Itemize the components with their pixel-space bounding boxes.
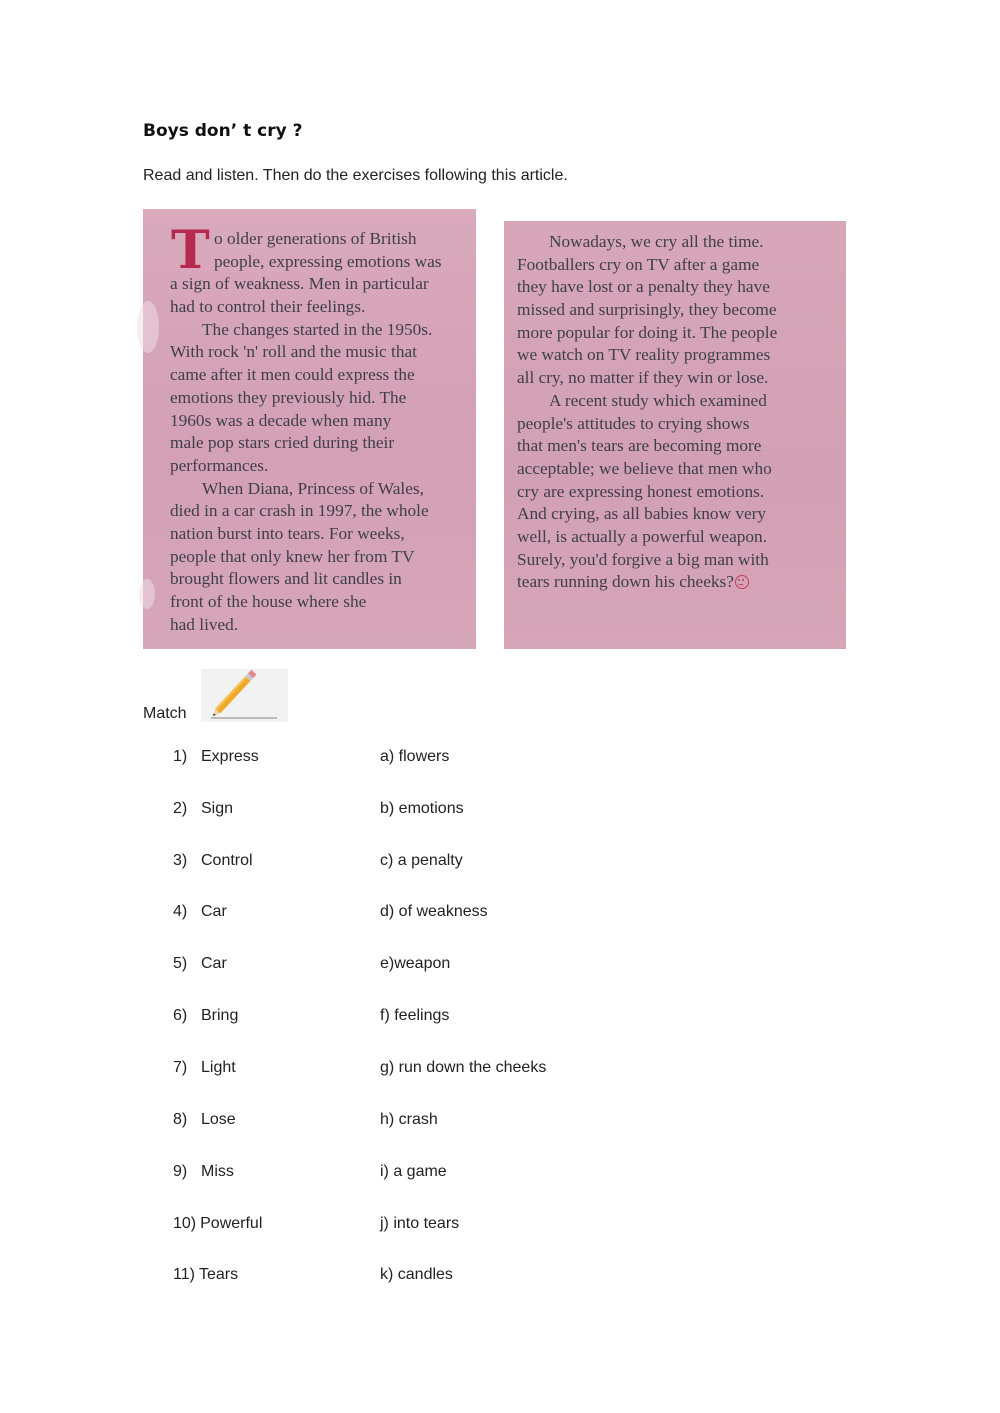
article-line: And crying, as all babies know very [517, 504, 767, 524]
pair-word: Car [201, 955, 227, 972]
article-line: more popular for doing it. The people [517, 322, 778, 342]
pair-number: 5) [173, 955, 188, 972]
article-line: had to control their feelings. [170, 297, 366, 317]
pair-option: d) of weakness [380, 903, 488, 920]
pair-word: Sign [201, 800, 234, 817]
paper-stain [139, 579, 155, 609]
pair-option: e)weapon [380, 955, 451, 972]
article-line: missed and surprisingly, they become [517, 300, 777, 320]
sad-face-icon [735, 575, 749, 589]
pair-word: Express [201, 748, 259, 765]
paper-stain [137, 301, 159, 353]
drop-cap: T [171, 220, 210, 281]
article-line: we watch on TV reality programmes [517, 345, 771, 365]
pencil-icon [201, 669, 288, 722]
article-right [504, 221, 846, 649]
pair-number: 7) [173, 1059, 188, 1076]
pair-word: Tears [198, 1266, 239, 1283]
article-line: had lived. [170, 614, 239, 634]
pair-word: Car [201, 903, 227, 920]
pair-word: Lose [201, 1111, 236, 1128]
pair-number: 4) [173, 903, 188, 920]
article-line: performances. [170, 455, 269, 475]
pair-option: k) candles [380, 1266, 453, 1283]
article-left [143, 209, 476, 649]
page-title: Boys don’ t cry ? [143, 121, 303, 141]
article-line: that men's tears are becoming more [517, 436, 762, 456]
article-line-last [517, 571, 846, 594]
article-line: o older generations of British [214, 229, 417, 248]
pair-word: Light [201, 1059, 236, 1076]
article-line: 1960s was a decade when many [170, 410, 392, 430]
article-line: people that only knew her from TV [170, 546, 415, 566]
pair-word: Miss [201, 1163, 234, 1180]
article-line: With rock 'n' roll and the music that [170, 342, 417, 362]
pair-number: 10) [173, 1215, 197, 1232]
article-line: male pop stars cried during their [170, 433, 395, 453]
pair-word: Bring [201, 1007, 239, 1024]
article-line: all cry, no matter if they win or lose. [517, 368, 769, 388]
article-line: acceptable; we believe that men who [517, 458, 772, 478]
pair-number: 9) [173, 1163, 188, 1180]
article-line: nation burst into tears. For weeks, [170, 523, 405, 543]
article-line: died in a car crash in 1997, the whole [170, 501, 429, 521]
article-line: came after it men could express the [170, 365, 415, 385]
pair-option: j) into tears [380, 1215, 460, 1232]
pair-number: 8) [173, 1111, 188, 1128]
article-line: front of the house where she [170, 592, 367, 611]
article-line: people, expressing emotions was [214, 251, 442, 271]
article-line: Surely, you'd forgive a big man with [517, 549, 769, 569]
pair-number: 11) [173, 1266, 195, 1283]
pair-number: 2) [173, 800, 188, 817]
pair-option: i) a game [380, 1163, 447, 1180]
article-line: The changes started in the 1950s. [202, 319, 433, 339]
article-line-text: tears running down his cheeks? [517, 572, 734, 592]
article-line: a sign of weakness. Men in particular [170, 274, 429, 294]
pair-option: h) crash [380, 1111, 438, 1128]
instruction-text: Read and listen. Then do the exercises following this article. [143, 167, 568, 184]
pair-option: a) flowers [380, 748, 450, 765]
pair-word: Powerful [200, 1215, 263, 1232]
article-line: A recent study which examined [549, 390, 767, 410]
article-line: people's attitudes to crying shows [517, 413, 750, 433]
article-line: brought flowers and lit candles in [170, 569, 402, 589]
article-line: they have lost or a penalty they have [517, 277, 770, 297]
pair-option: f) feelings [380, 1007, 450, 1024]
pair-option: g) run down the cheeks [380, 1059, 547, 1076]
article-line: cry are expressing honest emotions. [517, 481, 765, 501]
pair-option: c) a penalty [380, 852, 463, 869]
pair-word: Control [201, 852, 253, 869]
pair-number: 1) [173, 748, 188, 765]
match-label: Match [143, 705, 187, 722]
pair-option: b) emotions [380, 800, 464, 817]
article-line: When Diana, Princess of Wales, [202, 478, 424, 498]
article-line: Nowadays, we cry all the time. [549, 232, 764, 251]
article-line: emotions they previously hid. The [170, 387, 407, 407]
pair-number: 3) [173, 852, 188, 869]
article-line: well, is actually a powerful weapon. [517, 526, 768, 546]
pair-number: 6) [173, 1007, 188, 1024]
article-line: Footballers cry on TV after a game [517, 254, 760, 274]
